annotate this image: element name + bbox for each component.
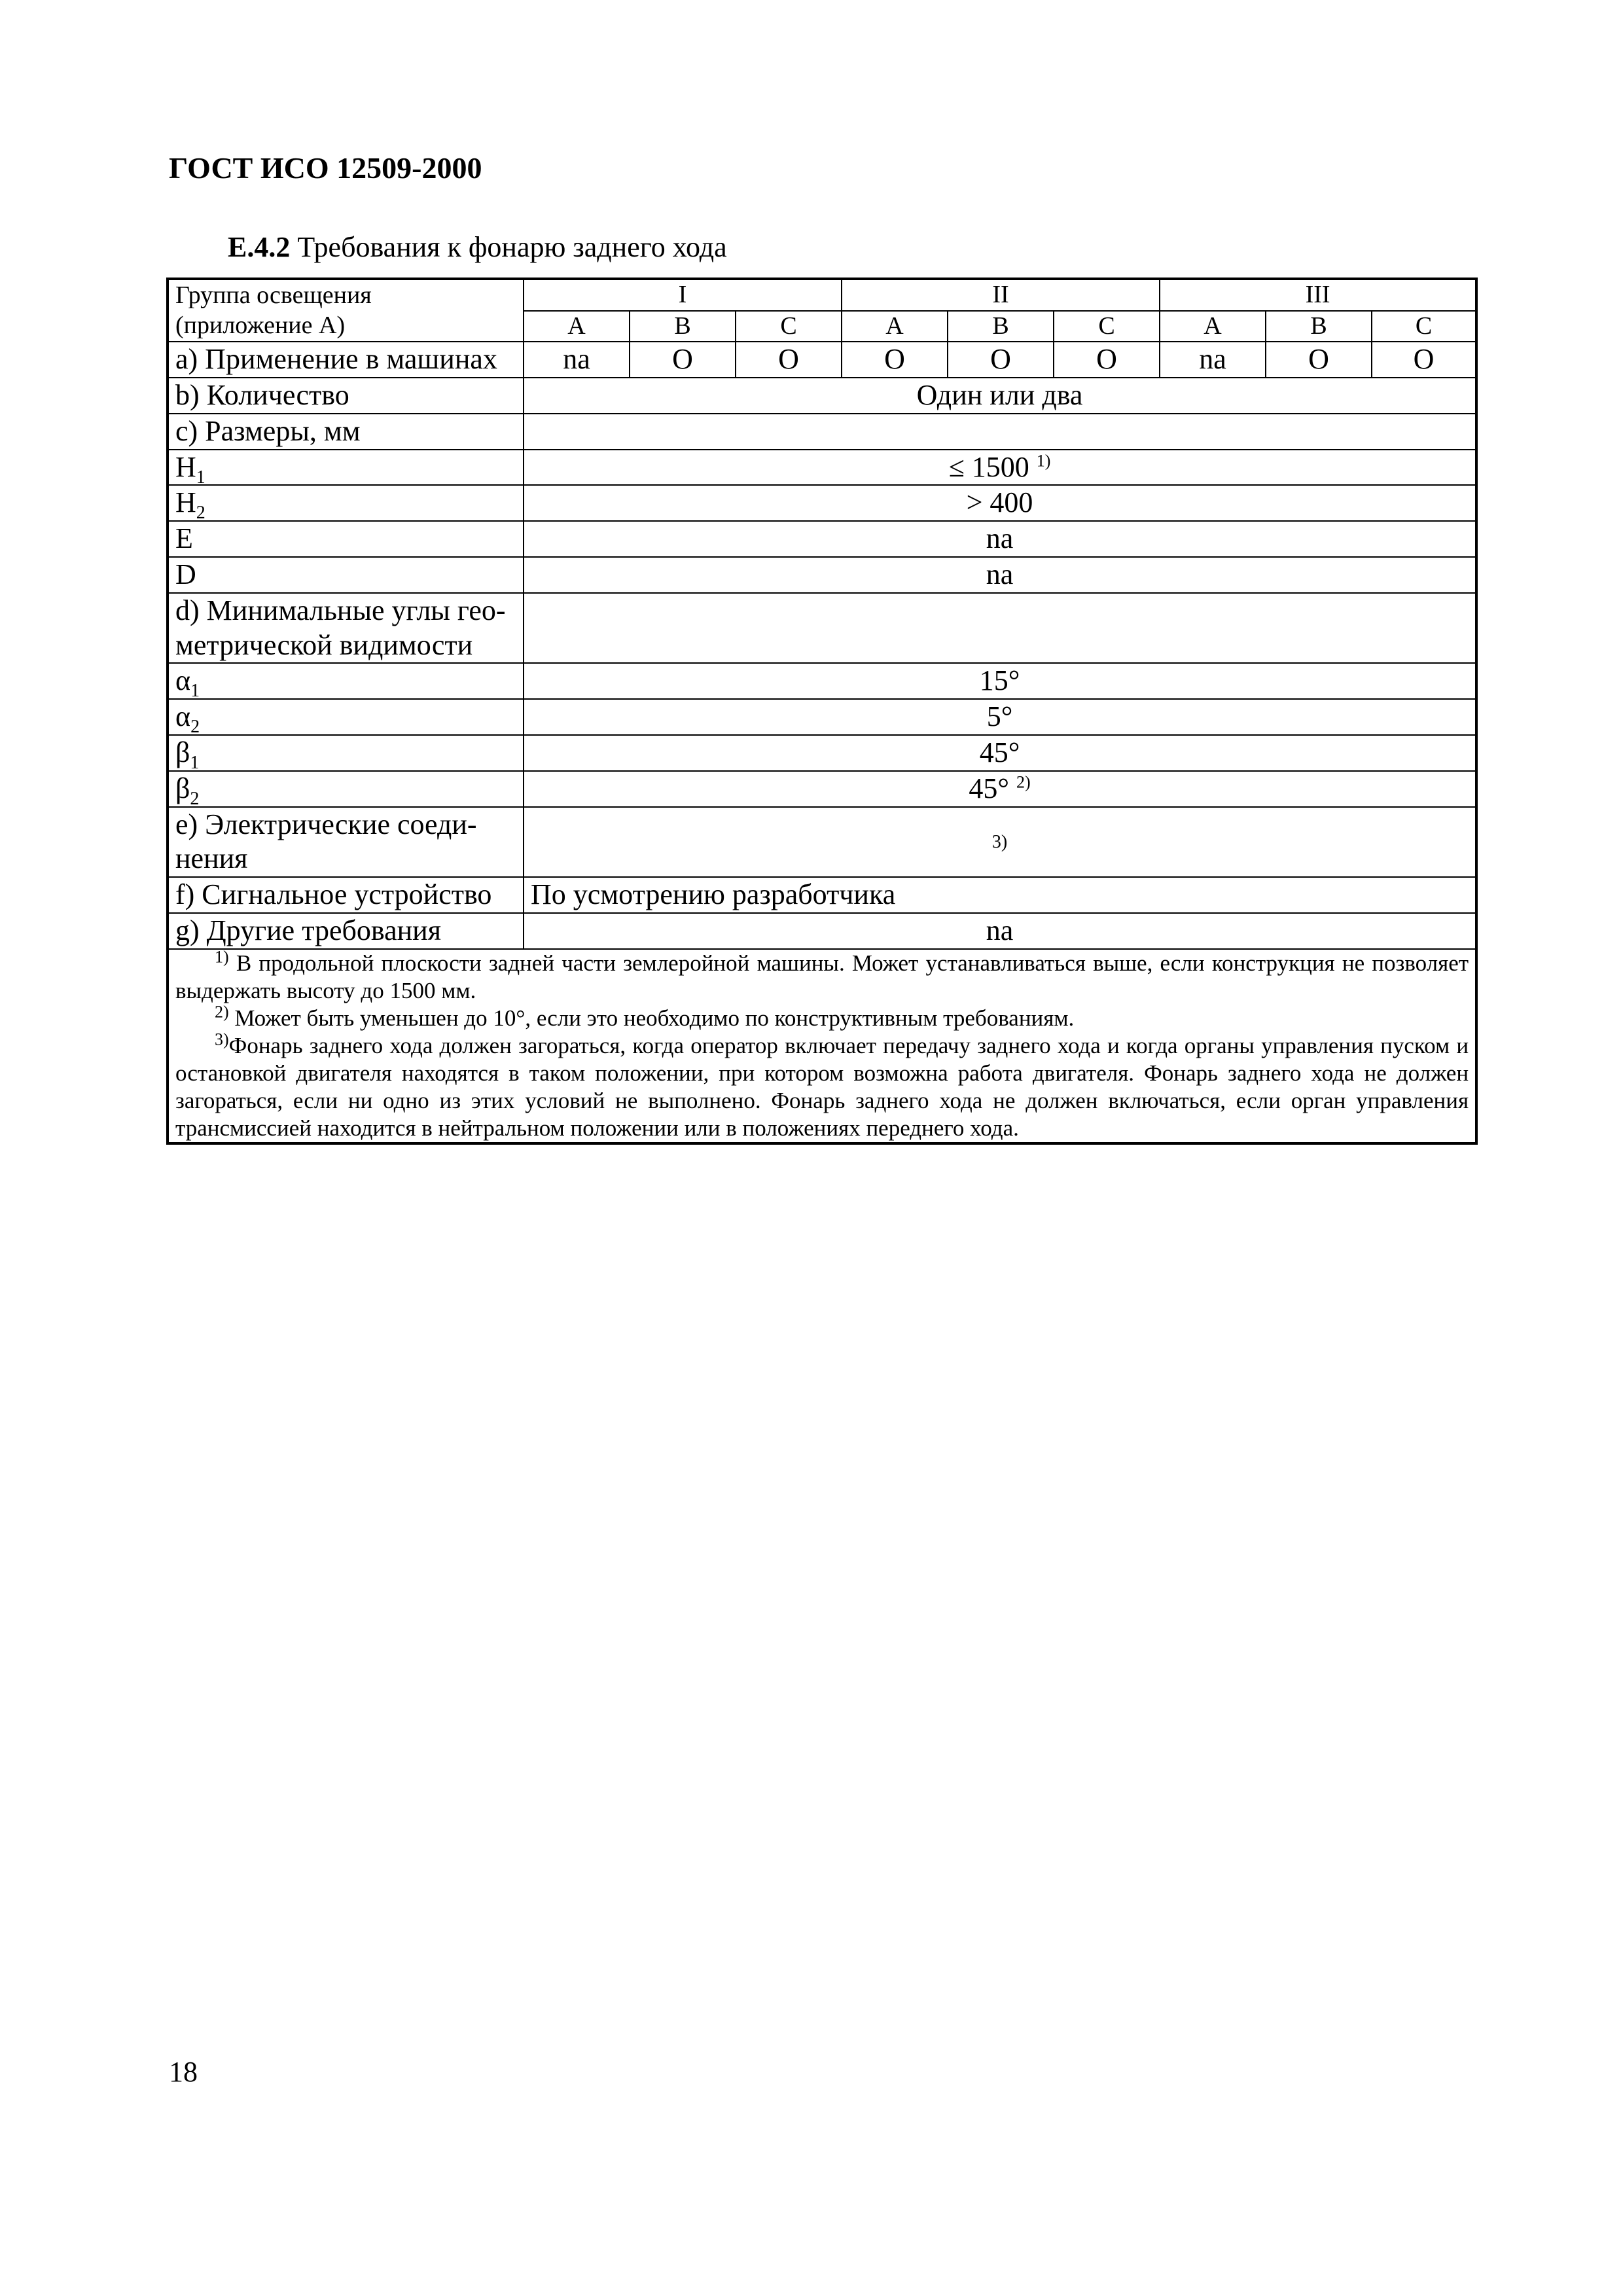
subscript: 1 [190,752,200,773]
row-value [524,414,1476,450]
row-value: Один или два [524,378,1476,414]
subscript: 1 [190,681,200,702]
applicability-cell: O [1372,342,1476,378]
symbol: α [175,664,191,697]
applicability-cell: na [524,342,630,378]
table-row [168,807,1476,878]
applicability-cell: O [1266,342,1372,378]
label-line: метрической видимости [175,628,473,661]
table-row [168,913,1476,949]
footnote [175,1032,1469,1142]
applicability-cell: O [630,342,736,378]
row-value: na [524,913,1476,949]
row-value: na [524,521,1476,557]
table-row [168,342,1476,378]
group-header: III [1160,279,1476,311]
table-row [168,593,1476,664]
subcolumn-header: B [630,311,736,342]
footnote [175,1002,1469,1032]
value-text: 45° [969,772,1009,804]
subcolumn-header: C [1054,311,1160,342]
row-value: По усмотрению разработчика [524,877,1476,913]
row-label: f) Сигнальное устройство [168,877,524,913]
group-label-cell [168,279,524,342]
subscript: 1 [196,467,205,488]
subscript: 2 [196,503,205,524]
table-row [168,557,1476,593]
applicability-cell: na [1160,342,1266,378]
subcolumn-header: B [1266,311,1372,342]
row-label: D [168,557,524,593]
row-label [168,735,524,771]
row-value: na [524,557,1476,593]
table-row [168,485,1476,521]
table-row [168,378,1476,414]
group-header: I [524,279,842,311]
applicability-cell: O [1054,342,1160,378]
symbol: H [175,450,196,483]
section-title-text: Требования к фонарю заднего хода [297,231,727,263]
section-heading [228,230,727,264]
footnote-ref: 2) [1016,772,1031,792]
footnote-mark: 3) [215,1030,229,1049]
row-value: 5° [524,699,1476,735]
row-value [524,450,1476,486]
subscript: 2 [190,716,200,737]
applicability-cell: O [948,342,1054,378]
table-row [168,663,1476,699]
row-label: a) Применение в машинах [168,342,524,378]
subcolumn-header: A [524,311,630,342]
row-value: > 400 [524,485,1476,521]
group-header: II [842,279,1160,311]
row-label [168,663,524,702]
footnote-ref: 1) [1036,450,1051,470]
row-value: 45° [524,735,1476,771]
group-label-line2: (приложение А) [175,311,346,339]
subcolumn-header: A [1160,311,1266,342]
footnote-text: Фонарь заднего хода должен загораться, когда оператор включает передачу заднего хода и когда органы управления пуском и остановкой двигателя находятся в таком положении, при котором возможна работа двигателя. Фонарь заднего хода не должен загораться, если ни одно из этих условий не выполнено. Фонарь заднего хода не должен включаться, если орган управления трансмиссией находится в нейтральном положении или в положениях переднего хода. [175,1032,1469,1141]
footnote [175,947,1469,1005]
label-line: нения [175,842,248,875]
row-value [524,771,1476,807]
subcolumn-header: C [736,311,842,342]
footnote-mark: 2) [215,1002,229,1022]
footnote-mark: 1) [215,947,229,967]
table-row [168,699,1476,735]
table-row [168,521,1476,557]
symbol: H [175,486,196,519]
row-label [168,593,524,664]
subcolumn-header: B [948,311,1054,342]
group-label-line1: Группа освещения [175,281,372,309]
label-line: e) Электрические соеди- [175,808,477,840]
document-header: ГОСТ ИСО 12509-2000 [169,151,482,185]
row-label [168,450,524,486]
row-label: c) Размеры, мм [168,414,524,450]
row-label: g) Другие требования [168,913,524,949]
section-number: E.4.2 [228,231,291,263]
row-label [168,485,524,524]
table-row [168,771,1476,807]
row-label: b) Количество [168,378,524,414]
requirements-table [166,278,1478,1145]
applicability-cell: O [736,342,842,378]
value-text: ≤ 1500 [948,450,1029,483]
table-row [168,735,1476,771]
row-label: E [168,521,524,557]
symbol: β [175,772,190,804]
symbol: α [175,700,191,733]
footnote-text: В продольной плоскости задней части землеройной машины. Может устанавливаться выше, если конструкция не позволяет выдержать высоту до 1500 мм. [175,950,1469,1003]
row-label [168,699,524,735]
table-row [168,414,1476,450]
subscript: 2 [190,788,200,809]
applicability-cell: O [842,342,948,378]
page-number: 18 [169,2056,198,2088]
symbol: β [175,736,190,768]
table-row [168,450,1476,486]
subcolumn-header: C [1372,311,1476,342]
row-value: 3) [524,807,1476,878]
subcolumn-header: A [842,311,948,342]
label-line: d) Минимальные углы гео- [175,594,506,626]
footnotes-cell [168,949,1476,1143]
row-value [524,593,1476,664]
footnote-text: Может быть уменьшен до 10°, если это необходимо по конструктивным требованиям. [234,1005,1075,1031]
footnotes-row [168,949,1476,1143]
row-value: 15° [524,663,1476,699]
row-label [168,807,524,878]
table-row [168,877,1476,913]
row-label [168,771,524,807]
